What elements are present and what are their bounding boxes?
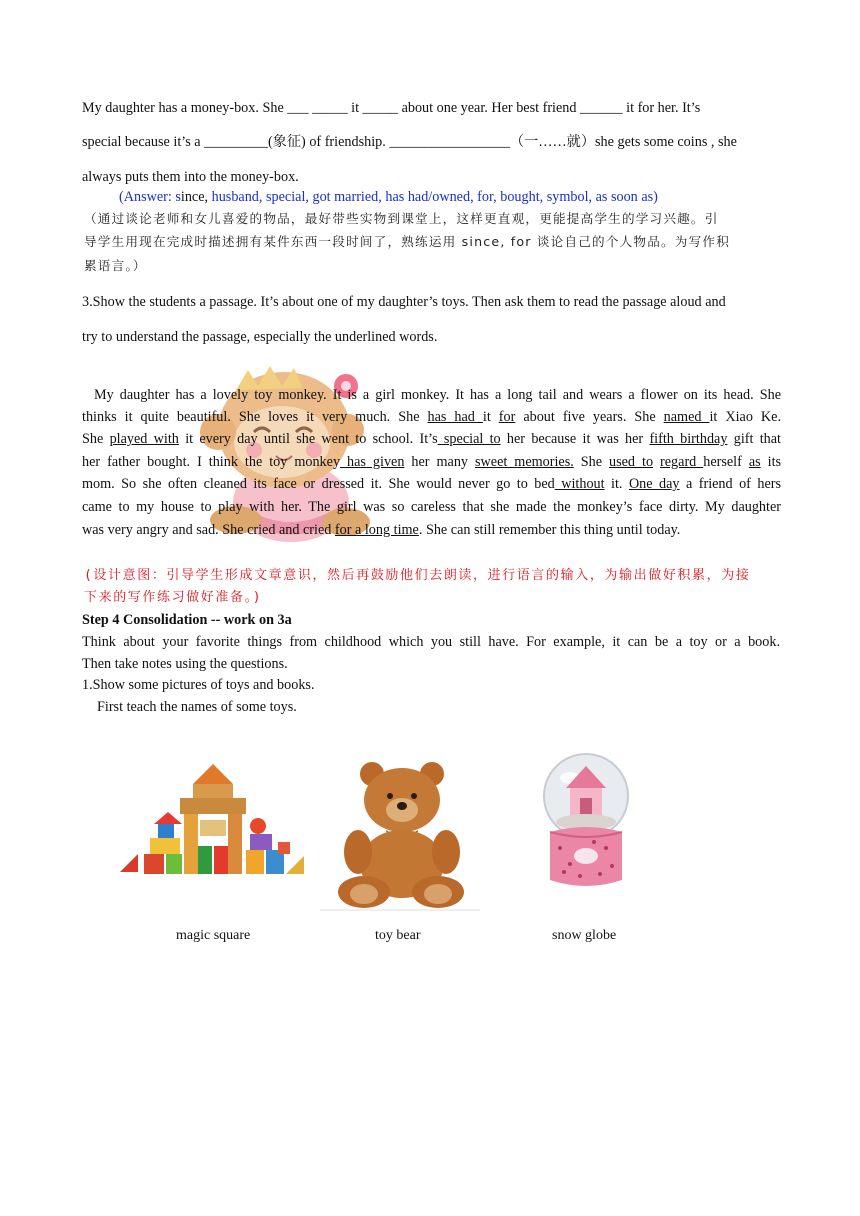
design-intent-note-line: (设计意图：引导学生形成文章意识，然后再鼓励他们去朗读，进行语言的输入，为输出做好积累，为接 — [84, 568, 751, 583]
paragraph-line: special because it’s a _________(象征) of friendship. _________________（一……就）she gets some coins , she — [82, 134, 737, 150]
caption-snow-globe: snow globe — [552, 928, 617, 943]
passage-line — [82, 452, 781, 472]
passage-text: her because it was her — [500, 431, 650, 447]
passage-text: it Xiao Ke. — [709, 409, 781, 425]
passage-text: . She can still remember this thing until today. — [418, 522, 681, 538]
underlined-phrase: without — [554, 476, 605, 492]
paragraph-line: always puts them into the money-box. — [82, 169, 299, 185]
chinese-note-line: 累语言。） — [84, 258, 147, 273]
passage-line — [82, 497, 781, 517]
passage-text: a friend of hers — [679, 476, 781, 492]
passage-text: it. — [604, 476, 629, 492]
passage-text: She — [573, 454, 610, 470]
passage-text: mom. So she often cleaned its face or dressed it. She would never go to bed — [82, 476, 555, 492]
chinese-note-line: （通过谈论老师和女儿喜爱的物品，最好带些实物到课堂上，这样更直观，更能提高学生的学习兴趣。引 — [84, 211, 719, 226]
step-3-line: try to understand the passage, especially the underlined words. — [82, 329, 438, 345]
passage-line — [82, 385, 781, 405]
chinese-note-line: 导学生用现在完成时描述拥有某件东西一段时间了，熟练运用 since, for 谈论自己的个人物品。为写作积 — [84, 234, 730, 249]
paragraph-line: My daughter has a money-box. She ___ _____ it _____ about one year. Her best friend ______ it for her. It’s — [82, 100, 701, 116]
step-4-line: First teach the names of some toys. — [97, 699, 297, 715]
underlined-phrase: for — [498, 409, 516, 425]
underlined-phrase: regard — [660, 454, 704, 470]
snow-globe-image — [536, 752, 636, 896]
underlined-phrase: fifth birthday — [649, 431, 728, 447]
underlined-phrase: played with — [109, 431, 179, 447]
underlined-phrase: used to — [609, 454, 654, 470]
caption-magic-square: magic square — [176, 928, 251, 943]
underlined-phrase: has given — [340, 454, 405, 470]
passage-line — [82, 407, 781, 427]
step-4-line: Then take notes using the questions. — [82, 656, 288, 672]
passage-line — [82, 520, 781, 540]
building-blocks-image — [118, 762, 308, 882]
passage-text — [653, 454, 660, 470]
step-3-line: 3.Show the students a passage. It’s about one of my daughter’s toys. Then ask them to read the passage aloud and — [82, 294, 726, 310]
underlined-phrase: has had — [427, 409, 483, 425]
underlined-phrase: sweet memories. — [475, 454, 574, 470]
passage-text: came to my house to play with her. The girl was so careless that she made the monkey’s face dirty. My daughter — [82, 499, 781, 515]
passage-line — [82, 429, 781, 449]
underlined-phrase: named — [663, 409, 710, 425]
passage-text: about five years. She — [515, 409, 664, 425]
passage-text: herself — [703, 454, 749, 470]
underlined-phrase: special to — [437, 431, 501, 447]
design-intent-note-line: 下来的写作练习做好准备。) — [84, 590, 263, 605]
passage-text: thinks it quite beautiful. She loves it very much. She — [82, 409, 428, 425]
step-4-line: 1.Show some pictures of toys and books. — [82, 677, 315, 693]
passage-text: it every day until she went to school. It’s — [178, 431, 438, 447]
passage-text: My daughter has a lovely toy monkey. It is a girl monkey. It has a long tail and wears a flower on its head. She — [82, 387, 781, 403]
passage-text: its — [760, 454, 782, 470]
toy-bear-image — [320, 760, 480, 912]
step-4-line: Think about your favorite things from childhood which you still have. For example, it can be a toy or a book. — [82, 634, 780, 650]
passage-text: She — [82, 431, 110, 447]
passage-text: her father bought. I think the toy monkey — [82, 454, 341, 470]
passage-text: it — [482, 409, 499, 425]
passage-text: was very angry and sad. She cried and cried — [82, 522, 335, 538]
caption-toy-bear: toy bear — [375, 928, 421, 943]
passage-text: her many — [404, 454, 475, 470]
passage-line — [82, 474, 781, 494]
underlined-phrase: as — [748, 454, 761, 470]
passage-text: gift that — [727, 431, 781, 447]
answer-line: (Answer: since, husband, special, got married, has had/owned, for, bought, symbol, as soon as) — [119, 189, 658, 205]
underlined-phrase: One day — [628, 476, 680, 492]
underlined-phrase: for a long time — [334, 522, 419, 538]
step-4-heading: Step 4 Consolidation -- work on 3a — [82, 612, 292, 628]
